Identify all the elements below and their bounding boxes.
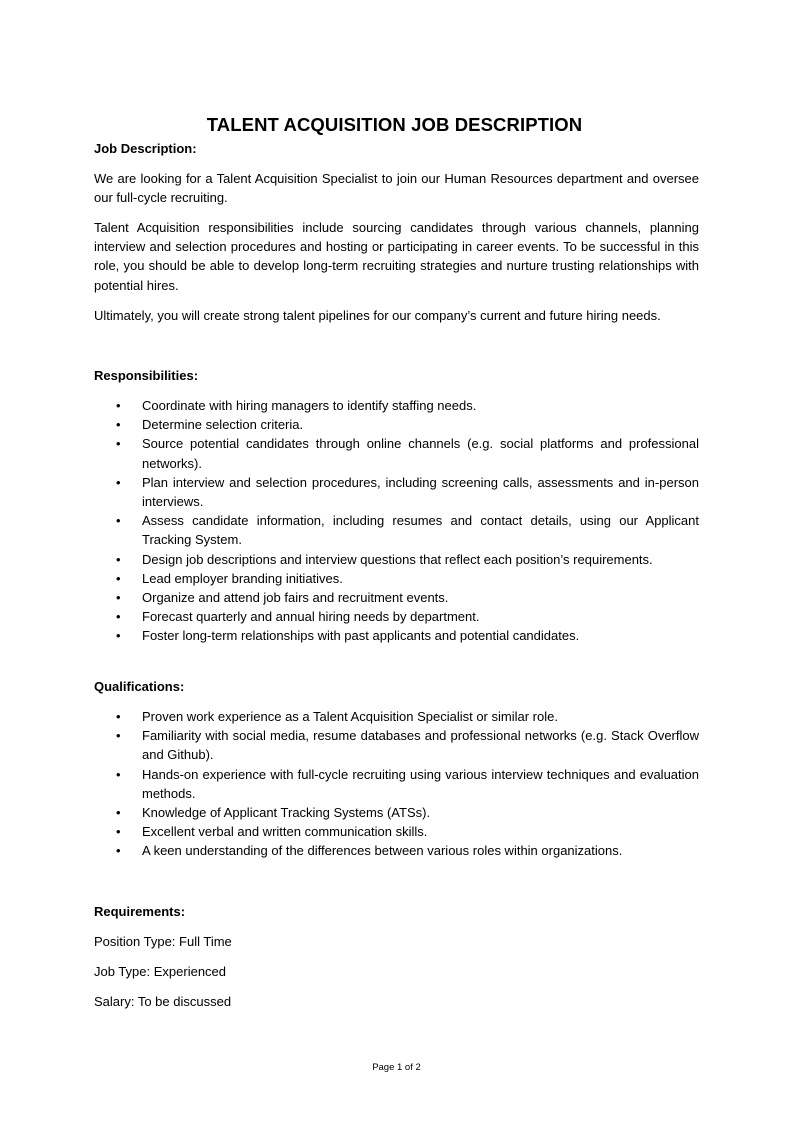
bullet-icon: •: [116, 570, 121, 586]
job-description-paragraph-1: We are looking for a Talent Acquisition Specialist to join our Human Resources department and oversee our full-cycle recruiting.: [94, 171, 699, 206]
list-item: [94, 434, 699, 472]
qualification-text: Proven work experience as a Talent Acquisition Specialist or similar role.: [142, 709, 558, 724]
qualification-text: Excellent verbal and written communication skills.: [142, 824, 428, 840]
qualification-text: Knowledge of Applicant Tracking Systems (ATSs).: [142, 805, 431, 821]
responsibility-text: Assess candidate information, including resumes and contact details, using our Applicant Tracking System.: [142, 513, 699, 548]
list-item: [94, 473, 699, 511]
list-item: [94, 588, 699, 607]
list-item: [94, 822, 699, 841]
responsibility-text: Design job descriptions and interview questions that reflect each position’s requirements.: [142, 551, 653, 567]
responsibilities-heading: Responsibilities:: [94, 368, 199, 383]
bullet-icon: •: [116, 766, 121, 782]
job-description-heading: Job Description:: [94, 141, 197, 156]
qualifications-list: [94, 707, 699, 861]
responsibility-text: Source potential candidates through online channels (e.g. social platforms and professional networks).: [142, 436, 699, 471]
list-item: [94, 765, 699, 803]
bullet-icon: •: [116, 398, 121, 413]
responsibility-text: Forecast quarterly and annual hiring needs by department.: [142, 609, 480, 625]
responsibility-text: Plan interview and selection procedures, including screening calls, assessments and in-person interviews.: [142, 474, 699, 510]
list-item: [94, 396, 699, 415]
list-item: [94, 569, 699, 588]
qualification-text: Hands-on experience with full-cycle recruiting using various interview techniques and evaluation methods.: [142, 766, 699, 801]
list-item: [94, 626, 699, 645]
list-item: [94, 511, 699, 549]
bullet-icon: •: [116, 728, 121, 744]
bullet-icon: •: [116, 709, 121, 724]
bullet-icon: •: [116, 824, 121, 840]
qualification-text: Familiarity with social media, resume databases and professional networks (e.g. Stack Overflow and Github).: [142, 728, 699, 763]
bullet-icon: •: [116, 628, 121, 644]
document-title: TALENT ACQUISITION JOB DESCRIPTION: [206, 114, 583, 135]
bullet-icon: •: [116, 805, 121, 821]
responsibility-text: Determine selection criteria.: [142, 417, 304, 433]
job-description-paragraph-3: Ultimately, you will create strong talent pipelines for our company’s current and future hiring needs.: [94, 308, 661, 323]
list-item: [94, 707, 699, 726]
requirement-salary: Salary: To be discussed: [94, 994, 232, 1009]
list-item: [94, 607, 699, 626]
bullet-icon: •: [116, 551, 121, 567]
qualifications-heading: Qualifications:: [94, 679, 185, 694]
list-item: [94, 550, 699, 569]
responsibilities-list: [94, 396, 699, 646]
responsibility-text: Lead employer branding initiatives.: [142, 570, 343, 586]
bullet-icon: •: [116, 417, 121, 433]
requirements-heading: Requirements:: [94, 904, 186, 919]
requirement-position-type: Position Type: Full Time: [94, 934, 232, 949]
responsibility-text: Coordinate with hiring managers to identify staffing needs.: [142, 398, 477, 413]
requirement-job-type: Job Type: Experienced: [94, 964, 227, 979]
job-description-paragraph-2: Talent Acquisition responsibilities include sourcing candidates through various channels, planning interview and selection procedures and hosting or participating in career events. To be successful in this role, you should be able to develop long-term recruiting strategies and nurture trusting relationships with potential hires.: [94, 220, 699, 293]
bullet-icon: •: [116, 609, 121, 625]
list-item: [94, 841, 699, 860]
page-number: Page 1 of 2: [372, 1062, 421, 1073]
list-item: [94, 803, 699, 822]
bullet-icon: •: [116, 843, 121, 859]
list-item: [94, 726, 699, 764]
bullet-icon: •: [116, 436, 121, 452]
list-item: [94, 415, 699, 434]
bullet-icon: •: [116, 513, 121, 529]
bullet-icon: •: [116, 590, 121, 606]
qualification-text: A keen understanding of the differences between various roles within organizations.: [142, 843, 623, 859]
responsibility-text: Organize and attend job fairs and recruitment events.: [142, 590, 449, 606]
responsibility-text: Foster long-term relationships with past applicants and potential candidates.: [142, 628, 580, 644]
bullet-icon: •: [116, 474, 121, 490]
